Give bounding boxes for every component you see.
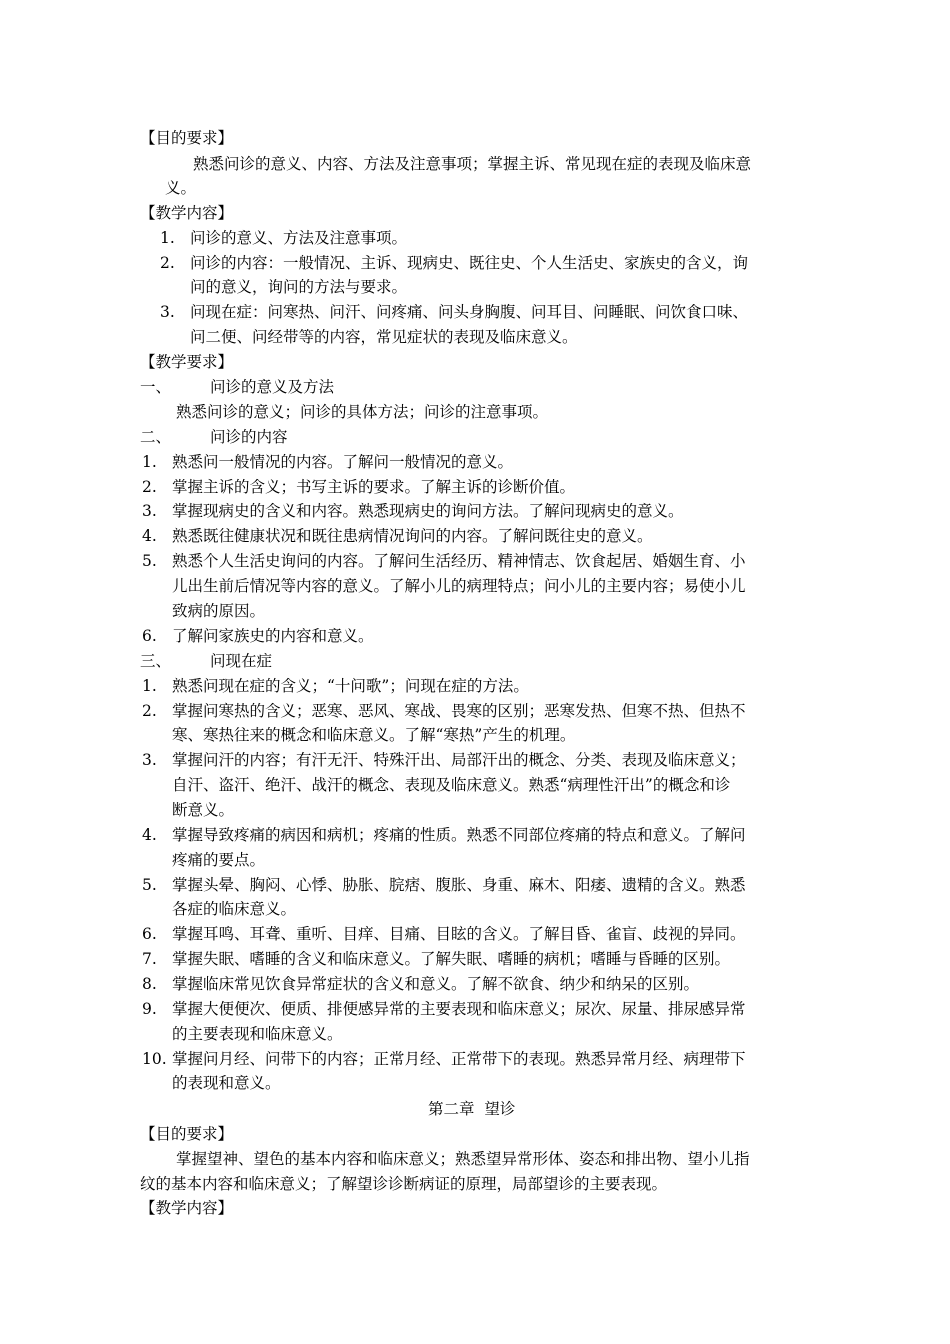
chapter-title: 第二章 望诊: [428, 1100, 516, 1118]
list-item-number: 7.: [142, 950, 157, 968]
list-item-text: 熟悉问现在症的含义；“十问歌”；问现在症的方法。: [172, 677, 529, 695]
content-item-number: 3.: [160, 303, 175, 321]
list-item-number: 2.: [142, 702, 157, 720]
list-item-text: 熟悉问一般情况的内容。了解问一般情况的意义。: [172, 453, 514, 471]
content-item-text: 问二便、问经带等的内容，常见症状的表现及临床意义。: [190, 328, 578, 346]
goal-heading: 【目的要求】: [140, 129, 234, 147]
part-number: 二、: [140, 428, 172, 446]
content-item-text: 问诊的意义、方法及注意事项。: [190, 229, 408, 247]
list-item-number: 3.: [142, 502, 157, 520]
list-item-text: 断意义。: [172, 801, 235, 819]
list-item-number: 2.: [142, 478, 157, 496]
list-item-text: 的表现和意义。: [172, 1074, 281, 1092]
list-item-text: 掌握问汗的内容；有汗无汗、特殊汗出、局部汗出的概念、分类、表现及临床意义；: [172, 751, 746, 769]
list-item-text: 熟悉个人生活史询问的内容。了解问生活经历、精神情志、饮食起居、婚姻生育、小: [172, 552, 746, 570]
list-item-number: 6.: [142, 925, 157, 943]
list-item-number: 5.: [142, 876, 157, 894]
list-item-text: 了解问家族史的内容和意义。: [172, 627, 374, 645]
list-item-text: 寒、寒热往来的概念和临床意义。了解“寒热”产生的机理。: [172, 726, 576, 744]
goal-text-line: 熟悉问诊的意义、内容、方法及注意事项；掌握主诉、常见现在症的表现及临床意: [193, 155, 752, 173]
part-title: 问现在症: [210, 652, 273, 670]
part-title: 问诊的意义及方法: [210, 378, 335, 396]
list-item-number: 9.: [142, 1000, 157, 1018]
list-item-text: 熟悉既往健康状况和既往患病情况询问的内容。了解问既往史的意义。: [172, 527, 653, 545]
list-item-text: 掌握问月经、问带下的内容；正常月经、正常带下的表现。熟悉异常月经、病理带下: [172, 1050, 746, 1068]
list-item-number: 10.: [142, 1050, 167, 1068]
content-heading: 【教学内容】: [140, 1199, 234, 1217]
list-item-number: 6.: [142, 627, 157, 645]
list-item-text: 疼痛的要点。: [172, 851, 266, 869]
list-item-text: 致病的原因。: [172, 602, 266, 620]
content-item-text: 问现在症：问寒热、问汗、问疼痛、问头身胸腹、问耳目、问睡眠、问饮食口味、: [190, 303, 749, 321]
list-item-number: 4.: [142, 826, 157, 844]
content-item-number: 2.: [160, 254, 175, 272]
list-item-text: 各症的临床意义。: [172, 900, 297, 918]
list-item-text: 掌握导致疼痛的病因和病机；疼痛的性质。熟悉不同部位疼痛的特点和意义。了解问: [172, 826, 746, 844]
part-number: 一、: [140, 378, 172, 396]
goal-heading: 【目的要求】: [140, 1125, 234, 1143]
list-item-number: 4.: [142, 527, 157, 545]
goal-text-line: 义。: [165, 179, 197, 197]
list-item-number: 1.: [142, 677, 157, 695]
list-item-text: 的主要表现和临床意义。: [172, 1025, 343, 1043]
content-heading: 【教学内容】: [140, 204, 234, 222]
list-item-number: 8.: [142, 975, 157, 993]
content-item-number: 1.: [160, 229, 175, 247]
part-description: 熟悉问诊的意义；问诊的具体方法；问诊的注意事项。: [176, 403, 549, 421]
list-item-text: 掌握问寒热的含义；恶寒、恶风、寒战、畏寒的区别；恶寒发热、但寒不热、但热不: [172, 702, 746, 720]
list-item-number: 1.: [142, 453, 157, 471]
goal-text-line: 纹的基本内容和临床意义；了解望诊诊断病证的原理，局部望诊的主要表现。: [140, 1175, 668, 1193]
list-item-text: 掌握大便便次、便质、排便感异常的主要表现和临床意义；尿次、尿量、排尿感异常: [172, 1000, 746, 1018]
list-item-text: 掌握临床常见饮食异常症状的含义和意义。了解不欲食、纳少和纳呆的区别。: [172, 975, 700, 993]
content-item-text: 问的意义，询问的方法与要求。: [190, 278, 408, 296]
list-item-text: 儿出生前后情况等内容的意义。了解小儿的病理特点；问小儿的主要内容；易使小儿: [172, 577, 746, 595]
goal-text-line: 掌握望神、望色的基本内容和临床意义；熟悉望异常形体、姿态和排出物、望小儿指: [176, 1150, 750, 1168]
list-item-number: 3.: [142, 751, 157, 769]
list-item-text: 自汗、盗汗、绝汗、战汗的概念、表现及临床意义。熟悉“病理性汗出”的概念和诊: [172, 776, 731, 794]
requirements-heading: 【教学要求】: [140, 353, 234, 371]
list-item-text: 掌握现病史的含义和内容。熟悉现病史的询问方法。了解问现病史的意义。: [172, 502, 684, 520]
content-item-text: 问诊的内容：一般情况、主诉、现病史、既往史、个人生活史、家族史的含义，询: [190, 254, 749, 272]
list-item-text: 掌握失眠、嗜睡的含义和临床意义。了解失眠、嗜睡的病机；嗜睡与昏睡的区别。: [172, 950, 731, 968]
part-number: 三、: [140, 652, 172, 670]
list-item-text: 掌握头晕、胸闷、心悸、胁胀、脘痞、腹胀、身重、麻木、阳痿、遗精的含义。熟悉: [172, 876, 746, 894]
part-title: 问诊的内容: [210, 428, 288, 446]
list-item-text: 掌握耳鸣、耳聋、重听、目痒、目痛、目眩的含义。了解目昏、雀盲、歧视的异同。: [172, 925, 746, 943]
list-item-number: 5.: [142, 552, 157, 570]
list-item-text: 掌握主诉的含义；书写主诉的要求。了解主诉的诊断价值。: [172, 478, 576, 496]
